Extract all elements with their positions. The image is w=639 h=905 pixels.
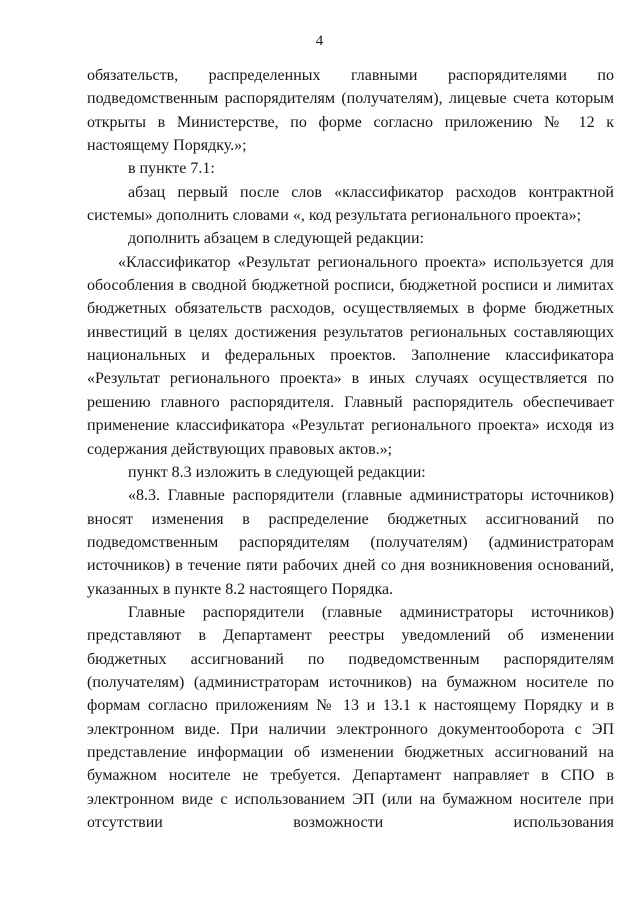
paragraph-classifier-quote: «Классификатор «Результат регионального проекта» используется для обособления в сводной бюджетной росписи, бюджетной росписи и лимитах бюджетных обязательств расходов, осуществляемых в форме бюджетных инвестиций в целях достижения результатов региональных составляющих национальных и федеральных проектов. Заполнение классификатора «Результат регионального проекта» в иных случаях осуществляется по решению главного распорядителя. Главный распорядитель обеспечивает применение классификатора «Результат регионального проекта» исходя из содержания действующих правовых актов.»; (87, 253, 614, 458)
paragraph-8-3-text: «8.3. Главные распорядители (главные администраторы источников) вносят изменения в распределение бюджетных ассигнований по подведомственным распорядителям (получателям) (администраторам источников) в течение пяти рабочих дней со дня возникновения оснований, указанных в пункте 8.2 настоящего Порядка. (87, 487, 614, 598)
document-body (87, 64, 614, 834)
paragraph-point-7-1: в пункте 7.1: (128, 160, 215, 178)
paragraph-continuation: обязательств, распределенных главными распорядителями по подведомственным распорядителям (получателям), лицевые счета которым открыты в Министерстве, по форме согласно приложению № 12 к настоящему Порядку.»; (87, 67, 614, 155)
paragraph-main-distributors: Главные распорядители (главные администраторы источников) представляют в Департамент реестры уведомлений об изменении бюджетных ассигнований по подведомственным распорядителям (получателям) (администраторам источников) на бумажном носителе по формам согласно приложениям № 13 и 13.1 к настоящему Порядку и в электронном виде. При наличии электронного документооборота с ЭП представление информации об изменении бюджетных ассигнований на бумажном носителе не требуется. Департамент направляет в СПО в электронном виде с использованием ЭП (или на бумажном носителе при отсутствии возможности использования (87, 603, 614, 831)
paragraph-add-abzac: дополнить абзацем в следующей редакции: (128, 230, 424, 248)
page-number: 4 (315, 33, 324, 49)
paragraph-point-8-3: пункт 8.3 изложить в следующей редакции: (128, 463, 426, 481)
paragraph-first-abzac: абзац первый после слов «классификатор расходов контрактной системы» дополнить словами «, код результата регионального проекта»; (87, 183, 614, 225)
